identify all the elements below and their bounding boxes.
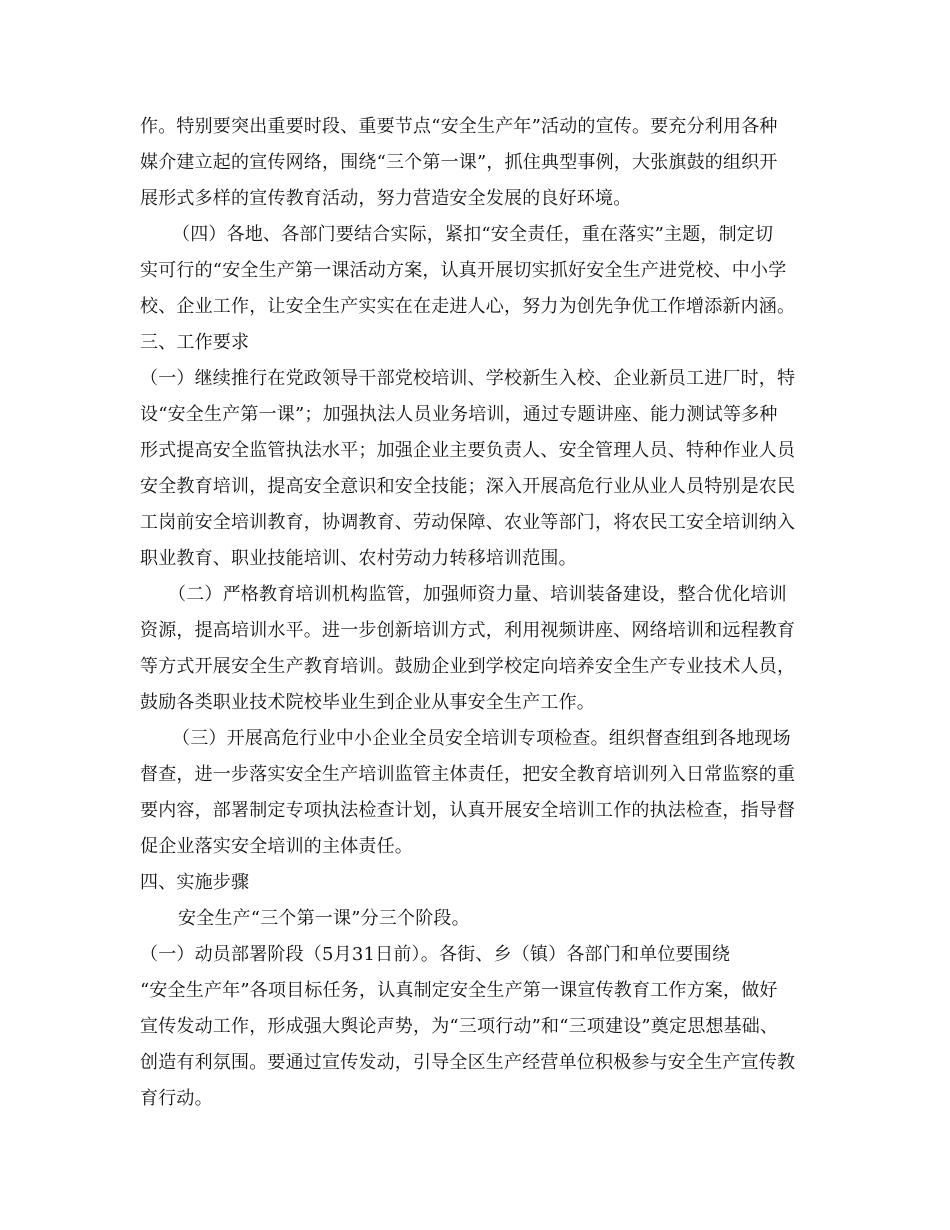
paragraph-line: （一）动员部署阶段（5月31日前）。各街、乡（镇）各部门和单位要围绕 [140, 944, 731, 965]
paragraph-line: 工岗前安全培训教育，协调教育、劳动保障、农业等部门，将农民工安全培训纳入 [140, 512, 796, 533]
paragraph-line: 督查，进一步落实安全生产培训监管主体责任，把安全教育培训列入日常监察的重 [140, 764, 796, 785]
paragraph-line: “安全生产年”各项目标任务，认真制定安全生产第一课宣传教育工作方案，做好 [140, 980, 778, 1001]
paragraph-line: 鼓励各类职业技术院校毕业生到企业从事安全生产工作。 [140, 692, 595, 713]
paragraph-line: 安全教育培训，提高安全意识和安全技能；深入开展高危行业从业人员特别是农民 [140, 476, 796, 497]
paragraph-line: 育行动。 [140, 1088, 213, 1109]
paragraph-line: （三）开展高危行业中小企业全员安全培训专项检查。组织督查组到各地现场 [172, 728, 791, 749]
paragraph-line: 安全生产“三个第一课”分三个阶段。 [178, 908, 470, 929]
paragraph-line: 媒介建立起的宣传网络，围绕“三个第一课”，抓住典型事例，大张旗鼓的组织开 [140, 152, 778, 173]
paragraph-line: 展形式多样的宣传教育活动，努力营造安全发展的良好环境。 [140, 188, 632, 209]
paragraph-line: 宣传发动工作，形成强大舆论声势，为“三项行动”和“三项建设”奠定思想基础、 [140, 1016, 779, 1037]
paragraph-line: 形式提高安全监管执法水平；加强企业主要负责人、安全管理人员、特种作业人员 [140, 440, 796, 461]
section-heading: 三、工作要求 [140, 332, 250, 353]
paragraph-line: 创造有利氛围。要通过宣传发动，引导全区生产经营单位积极参与安全生产宣传教 [140, 1052, 796, 1073]
paragraph-line: 资源，提高培训水平。进一步创新培训方式，利用视频讲座、网络培训和远程教育 [140, 620, 796, 641]
paragraph-line: 实可行的“安全生产第一课活动方案，认真开展切实抓好安全生产进党校、中小学 [140, 260, 787, 281]
paragraph-line: 校、企业工作，让安全生产实实在在走进人心，努力为创先争优工作增添新内涵。 [140, 296, 796, 317]
paragraph-line: 促企业落实安全培训的主体责任。 [140, 836, 413, 857]
paragraph-line: （二）严格教育培训机构监管，加强师资力量、培训装备建设，整合优化培训 [168, 584, 787, 605]
paragraph-line: （四）各地、各部门要结合实际，紧扣“安全责任，重在落实”主题，制定切 [172, 224, 774, 245]
paragraph-line: 职业教育、职业技能培训、农村劳动力转移培训范围。 [140, 548, 577, 569]
paragraph-line: 等方式开展安全生产教育培训。鼓励企业到学校定向培养安全生产专业技术人员， [140, 656, 796, 677]
paragraph-line: （一）继续推行在党政领导干部党校培训、学校新生入校、企业新员工进厂时，特 [140, 368, 796, 389]
paragraph-line: 要内容，部署制定专项执法检查计划，认真开展安全培训工作的执法检查，指导督 [140, 800, 796, 821]
paragraph-line: 作。特别要突出重要时段、重要节点“安全生产年”活动的宣传。要充分利用各种 [140, 116, 778, 137]
paragraph-line: 设“安全生产第一课”；加强执法人员业务培训，通过专题讲座、能力测试等多种 [140, 404, 778, 425]
section-heading: 四、实施步骤 [140, 872, 250, 893]
